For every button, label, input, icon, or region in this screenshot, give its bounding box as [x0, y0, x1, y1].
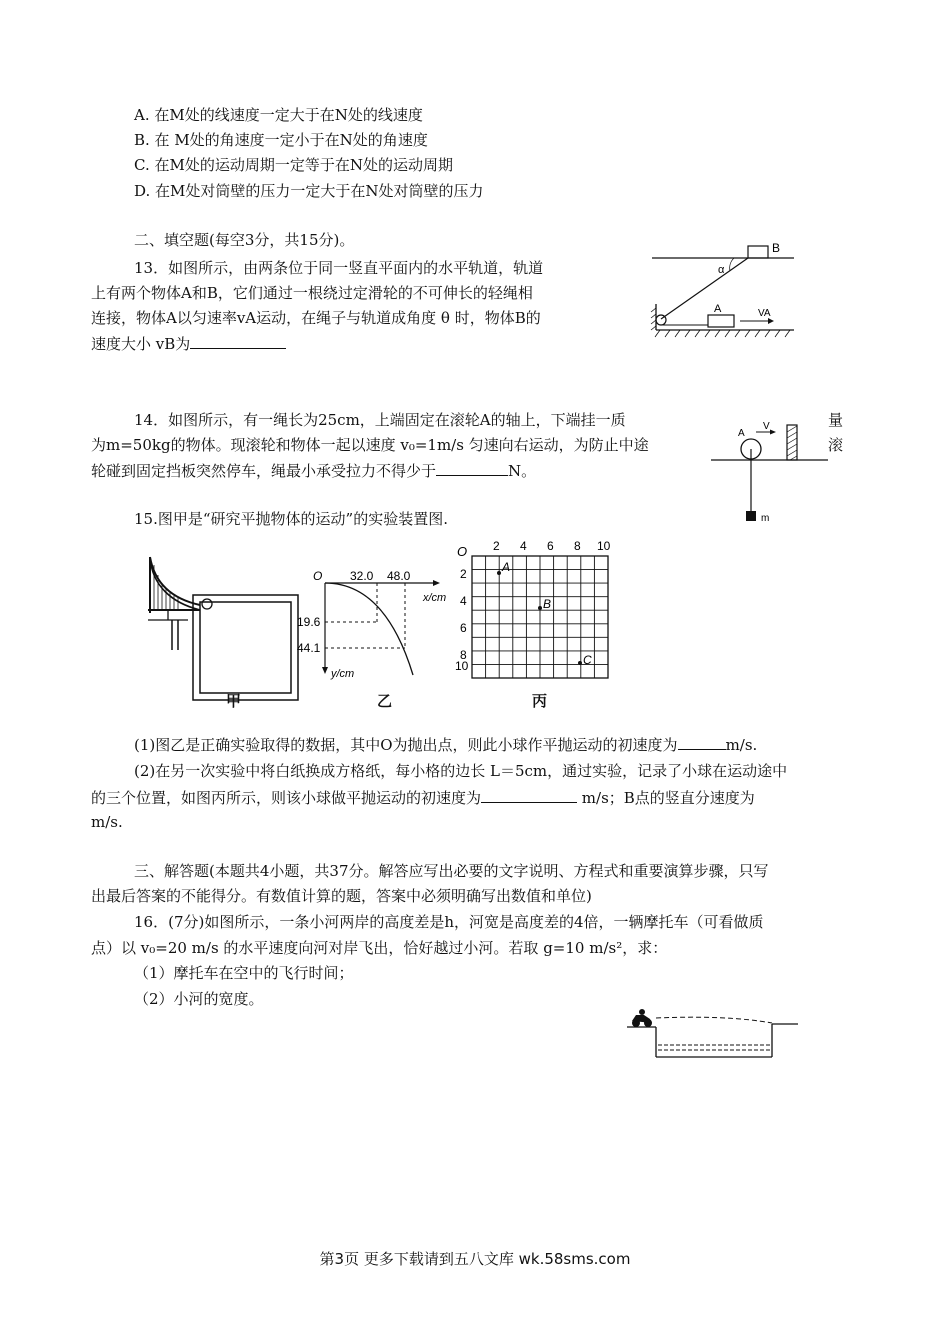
q15-bing-pt-c: C — [583, 653, 592, 667]
option-d: D. 在M处对筒壁的压力一定大于在N处对筒壁的压力 — [134, 182, 484, 200]
section3-line2: 出最后答案的不能得分。有数值计算的题，答案中必须明确写出数值和单位) — [91, 887, 592, 905]
q14-line2-right: 滚 — [828, 436, 844, 454]
q15-bing-ytick: 8 — [460, 648, 467, 662]
q15-figure-bing — [455, 538, 620, 688]
q14-answer-blank[interactable] — [436, 459, 508, 476]
q15-bing-xtick: 8 — [574, 539, 581, 553]
q14-figure — [708, 420, 828, 530]
q14-line3 — [91, 459, 536, 482]
q16-line1: 16．(7分)如图所示，一条小河两岸的高度差是h，河宽是高度差的4倍，一辆摩托车（可看做质 — [134, 913, 764, 931]
q13-label-v: VA — [758, 308, 771, 319]
q14-label-v: V — [763, 421, 770, 432]
q15-p2-text2: m/s；B点的竖直分速度为 — [581, 789, 755, 807]
q13-label-b: B — [772, 241, 781, 255]
q15-bing-xtick: 6 — [547, 539, 554, 553]
q13-line3: 连接，物体A以匀速率vA运动，在绳子与轨道成角度 θ 时，物体B的 — [91, 309, 541, 327]
q15-bing-xtick: 10 — [597, 539, 611, 553]
q15-intro: 15.图甲是“研究平抛物体的运动”的实验装置图. — [134, 510, 448, 528]
q15-caption-bing: 丙 — [532, 692, 548, 710]
q16-figure — [612, 1005, 802, 1065]
q16-line2: 点）以 v₀=20 m/s 的水平速度向河对岸飞出，恰好越过小河。若取 g=10 m/s²，求： — [91, 939, 668, 957]
option-b: B. 在 M处的角速度一定小于在N处的角速度 — [134, 131, 428, 149]
q15-bing-pt-a: A — [502, 560, 511, 574]
q15-yi-y1: 19.6 — [297, 615, 321, 629]
q15-figure-yi — [297, 560, 465, 685]
page-footer: 第3页 更多下载请到五八文库 wk.58sms.com — [319, 1250, 631, 1268]
q15-bing-origin: O — [457, 544, 468, 559]
q16-sub2: （2）小河的宽度。 — [134, 990, 264, 1008]
q15-p2-text: 的三个位置，如图丙所示，则该小球做平抛运动的初速度为 — [91, 789, 482, 807]
q15-caption-yi: 乙 — [377, 692, 393, 710]
q15-bing-xtick: 4 — [520, 539, 527, 553]
q15-figure-jia — [138, 550, 308, 700]
q13-text: 速度大小 vB为 — [91, 335, 191, 353]
q13-label-alpha: α — [718, 264, 725, 276]
q15-yi-origin: O — [313, 569, 323, 583]
q14-label-a: A — [738, 428, 745, 439]
q15-yi-xunit: x/cm — [423, 592, 447, 604]
q15-yi-x1: 32.0 — [350, 569, 374, 583]
q15-bing-xtick: 2 — [493, 539, 500, 553]
section3-line1: 三、解答题(本题共4小题，共37分。解答应写出必要的文字说明、方程式和重要演算步骤，只写 — [134, 862, 769, 880]
q15-bing-ytick: 4 — [460, 594, 467, 608]
motorcycle-icon — [632, 1009, 652, 1027]
q15-p2-blank1[interactable] — [481, 786, 577, 803]
option-a: A. 在M处的线速度一定大于在N处的线速度 — [134, 106, 423, 124]
q15-yi-y2: 44.1 — [297, 641, 321, 655]
section2-heading: 二、填空题(每空3分，共15分)。 — [134, 231, 355, 249]
q13-line2: 上有两个物体A和B，它们通过一根绕过定滑轮的不可伸长的轻绳相 — [91, 284, 533, 302]
q15-p1-unit: m/s. — [725, 736, 758, 754]
q13-line4 — [91, 332, 286, 355]
q15-yi-x2: 48.0 — [387, 569, 411, 583]
q13-label-a: A — [714, 303, 722, 315]
q15-caption-jia: 甲 — [226, 692, 242, 710]
q13-answer-blank[interactable] — [190, 332, 286, 349]
q14-unit: N。 — [508, 462, 537, 480]
q15-p2-line2 — [91, 786, 755, 809]
q15-p2-line1: (2)在另一次实验中将白纸换成方格纸，每小格的边长 L＝5cm，通过实验，记录了小球在运动途中 — [134, 762, 788, 780]
q15-bing-ytick: 6 — [460, 621, 467, 635]
q15-p1-text: (1)图乙是正确实验取得的数据，其中O为抛出点，则此小球作平抛运动的初速度为 — [134, 736, 678, 754]
q13-figure — [648, 238, 798, 343]
q15-yi-yunit: y/cm — [331, 668, 355, 680]
q15-p2-line3: m/s. — [91, 813, 123, 831]
q14-label-m: m — [761, 513, 770, 524]
q15-p1 — [134, 733, 757, 756]
q14-line2: 为m=50kg的物体。现滚轮和物体一起以速度 v₀=1m/s 匀速向右运动，为防止中途 — [91, 436, 649, 454]
q14-line1: 14．如图所示，有一绳长为25cm，上端固定在滚轮A的轴上，下端挂一质 — [134, 411, 626, 429]
q15-bing-ytick: 10 — [455, 659, 469, 673]
q13-line1: 13．如图所示，由两条位于同一竖直平面内的水平轨道，轨道 — [134, 259, 544, 277]
option-c: C. 在M处的运动周期一定等于在N处的运动周期 — [134, 156, 453, 174]
q16-sub1: （1）摩托车在空中的飞行时间； — [134, 964, 354, 982]
q14-line1-right: 量 — [828, 411, 844, 429]
q15-p1-blank[interactable] — [678, 733, 726, 750]
q14-text: 轮碰到固定挡板突然停车，绳最小承受拉力不得少于 — [91, 462, 437, 480]
q15-bing-ytick: 2 — [460, 567, 467, 581]
q15-bing-pt-b: B — [543, 597, 552, 611]
